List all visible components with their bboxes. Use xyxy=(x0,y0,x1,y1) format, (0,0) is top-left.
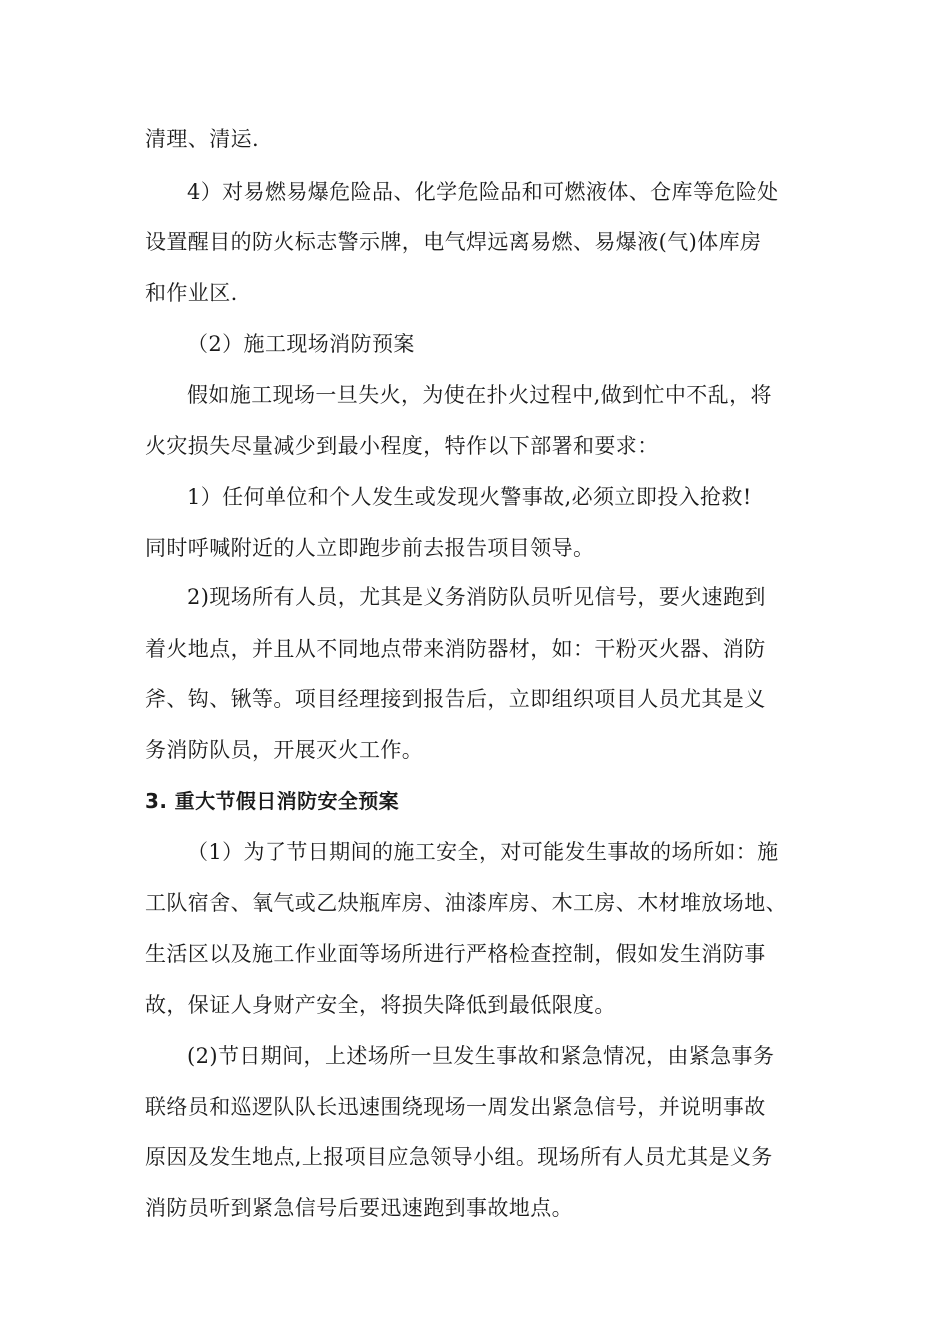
text-line: 火灾损失尽量减少到最小程度，特作以下部署和要求： xyxy=(145,434,659,458)
text-line: （1）为了节日期间的施工安全，对可能发生事故的场所如：施 xyxy=(187,840,779,864)
section-subheading: （2）施工现场消防预案 xyxy=(187,332,415,356)
text-line: 消防员听到紧急信号后要迅速跑到事故地点。 xyxy=(145,1196,573,1220)
text-line: 联络员和巡逻队队长迅速围绕现场一周发出紧急信号，并说明事故 xyxy=(145,1095,766,1119)
text-line: 设置醒目的防火标志警示牌，电气焊远离易燃、易爆液(气)体库房 xyxy=(145,230,762,254)
text-line: 工队宿舍、氧气或乙炔瓶库房、油漆库房、木工房、木材堆放场地、 xyxy=(145,891,787,915)
text-line: 1）任何单位和个人发生或发现火警事故,必须立即投入抢救! xyxy=(187,485,752,509)
text-line: 同时呼喊附近的人立即跑步前去报告项目领导。 xyxy=(145,536,595,560)
text-line: 务消防队员，开展灭火工作。 xyxy=(145,738,424,762)
text-line: 故，保证人身财产安全，将损失降低到最低限度。 xyxy=(145,993,616,1017)
text-line: 原因及发生地点,上报项目应急领导小组。现场所有人员尤其是义务 xyxy=(145,1145,773,1169)
section-heading: 3. 重大节假日消防安全预案 xyxy=(145,789,400,813)
text-line: 清理、清运. xyxy=(145,127,260,151)
text-line: 生活区以及施工作业面等场所进行严格检查控制，假如发生消防事 xyxy=(145,942,766,966)
text-line: 和作业区. xyxy=(145,281,238,305)
text-line: (2)节日期间，上述场所一旦发生事故和紧急情况，由紧急事务 xyxy=(187,1044,775,1068)
text-line: 假如施工现场一旦失火，为使在扑火过程中,做到忙中不乱，将 xyxy=(187,383,772,407)
text-line: 2)现场所有人员，尤其是义务消防队员听见信号，要火速跑到 xyxy=(187,585,766,609)
text-line: 斧、钩、锹等。项目经理接到报告后，立即组织项目人员尤其是义 xyxy=(145,687,766,711)
text-line: 着火地点，并且从不同地点带来消防器材，如：干粉灭火器、消防 xyxy=(145,637,766,661)
text-line: 4）对易燃易爆危险品、化学危险品和可燃液体、仓库等危险处 xyxy=(187,180,779,204)
